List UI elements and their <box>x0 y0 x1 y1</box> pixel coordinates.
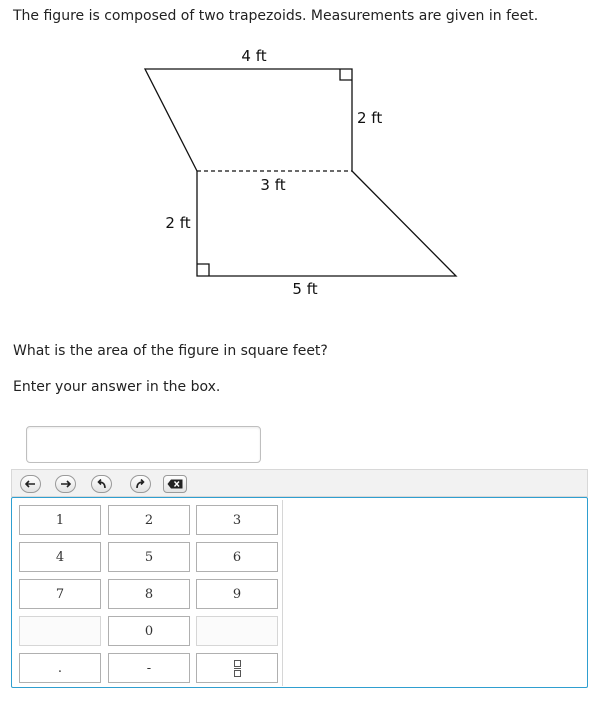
redo-button[interactable] <box>130 475 151 493</box>
keypad <box>11 497 588 688</box>
key-9[interactable]: 9 <box>196 579 278 609</box>
upper-trapezoid-outline <box>145 69 352 171</box>
key-decimal[interactable]: . <box>19 653 101 683</box>
right-angle-marker-bottom <box>197 264 209 276</box>
lower-trapezoid-outline <box>197 171 456 276</box>
key-blank-left <box>19 616 101 646</box>
cursor-left-button[interactable] <box>20 475 41 493</box>
area-question: What is the area of the figure in square feet? <box>13 343 328 359</box>
backspace-icon <box>167 479 183 489</box>
undo-button[interactable] <box>91 475 112 493</box>
fraction-icon <box>234 660 241 677</box>
label-bottom-base: 5 ft <box>292 280 318 298</box>
answer-box[interactable] <box>26 426 261 463</box>
keypad-divider <box>282 500 283 686</box>
key-6[interactable]: 6 <box>196 542 278 572</box>
arrow-left-icon <box>25 480 36 488</box>
trapezoid-figure <box>0 0 601 340</box>
undo-icon <box>96 479 107 489</box>
editor-toolbar <box>11 469 588 497</box>
key-minus[interactable]: - <box>108 653 190 683</box>
key-blank-right <box>196 616 278 646</box>
arrow-right-icon <box>60 480 71 488</box>
label-lower-height: 2 ft <box>165 214 191 232</box>
key-2[interactable]: 2 <box>108 505 190 535</box>
answer-instruction: Enter your answer in the box. <box>13 379 221 395</box>
label-upper-height: 2 ft <box>357 109 383 127</box>
key-1[interactable]: 1 <box>19 505 101 535</box>
key-3[interactable]: 3 <box>196 505 278 535</box>
key-5[interactable]: 5 <box>108 542 190 572</box>
right-angle-marker-top <box>340 69 352 80</box>
label-top-base: 4 ft <box>241 47 267 65</box>
key-fraction[interactable] <box>196 653 278 683</box>
redo-icon <box>135 479 146 489</box>
label-middle-base: 3 ft <box>260 176 286 194</box>
key-4[interactable]: 4 <box>19 542 101 572</box>
key-7[interactable]: 7 <box>19 579 101 609</box>
cursor-right-button[interactable] <box>55 475 76 493</box>
question-prompt: The figure is composed of two trapezoids. Measurements are given in feet. <box>13 8 539 24</box>
answer-input[interactable] <box>27 427 260 462</box>
key-0[interactable]: 0 <box>108 616 190 646</box>
delete-button[interactable] <box>163 475 187 493</box>
key-8[interactable]: 8 <box>108 579 190 609</box>
